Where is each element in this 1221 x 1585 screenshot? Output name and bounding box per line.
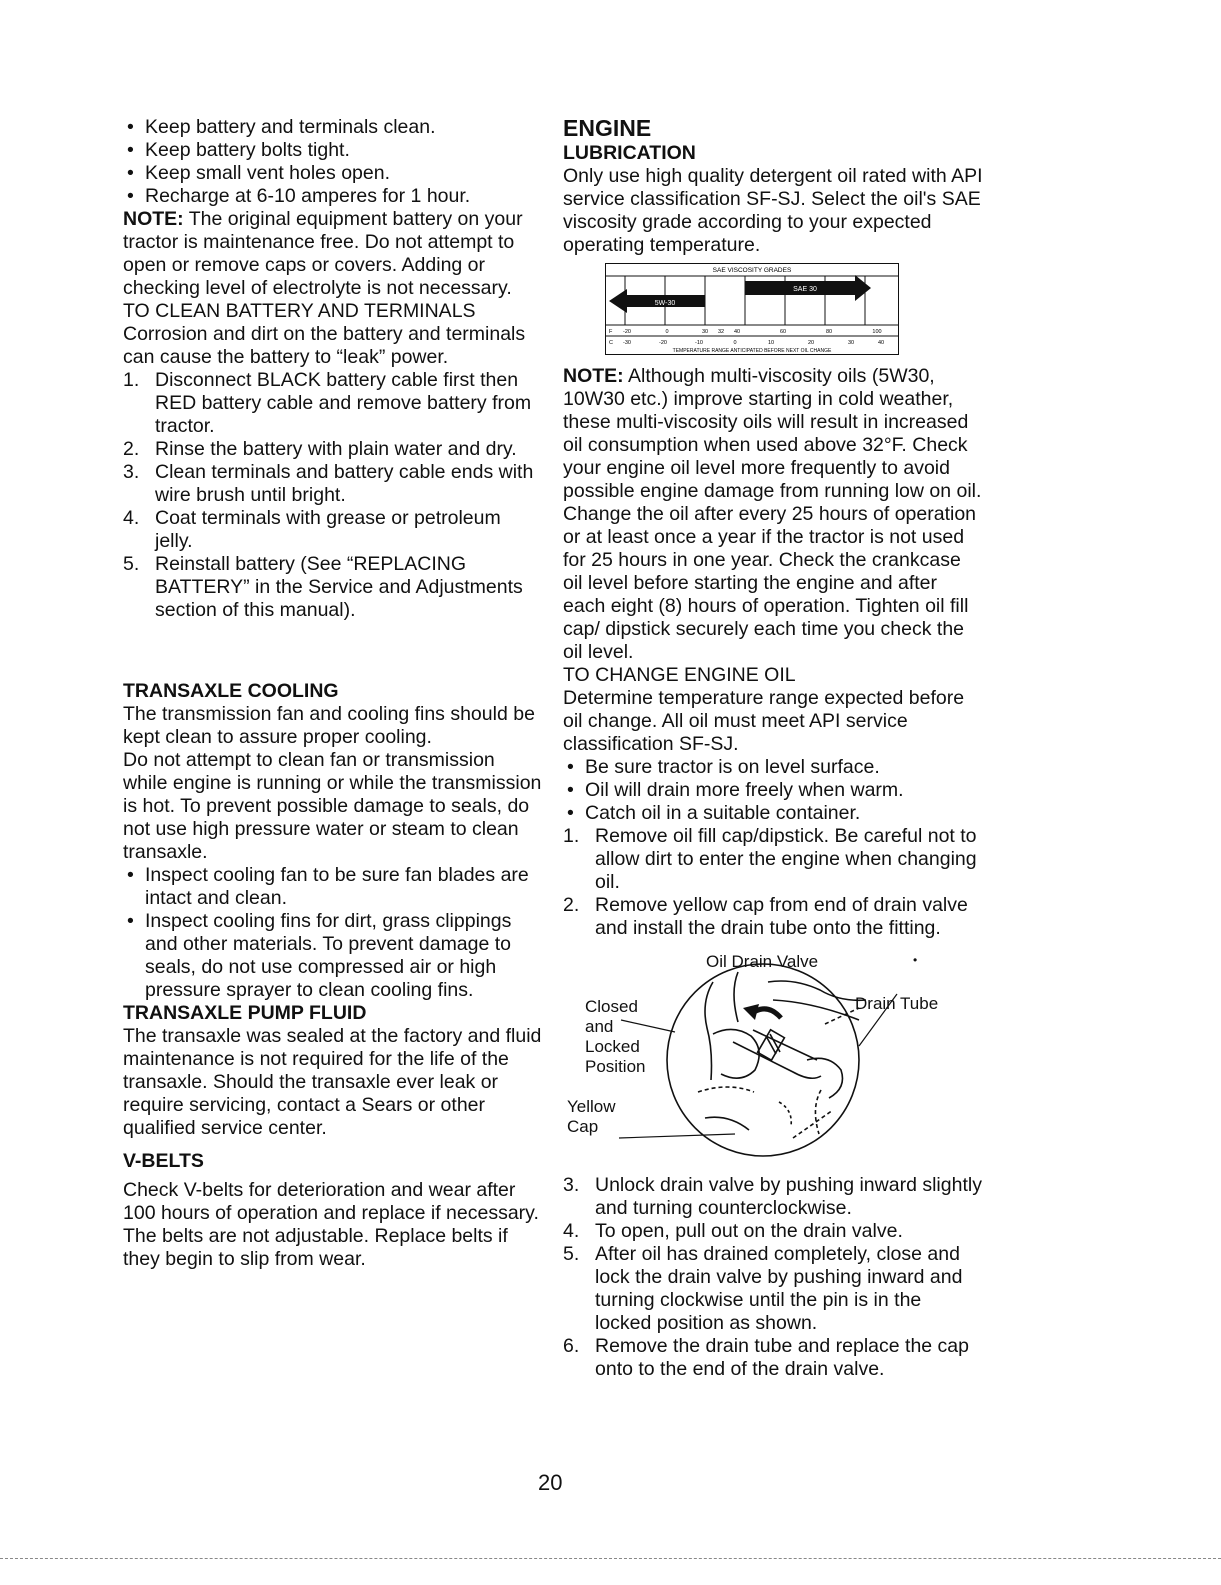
- viscosity-chart: [605, 263, 899, 355]
- battery-bullets: [123, 116, 543, 208]
- c-tick: 10: [767, 340, 775, 346]
- f-tick: 100: [872, 329, 882, 335]
- c-tick: 0: [733, 340, 737, 346]
- oil-drain-valve-label: Oil Drain Valve: [706, 952, 819, 971]
- f-tick: 60: [779, 329, 787, 335]
- locked-label: Locked: [585, 1037, 640, 1056]
- v-belts-text: Check V-belts for deterioration and wear after 100 hours of operation and replace if necessary. The belts are not adjustable. Replace belts if they begin to slip from wear.: [123, 1179, 539, 1270]
- list-item: • Keep battery and terminals clean.: [123, 116, 543, 139]
- step-number: 3.: [563, 1174, 580, 1196]
- list-item: • Catch oil in a suitable container.: [563, 802, 983, 825]
- v-belts-heading: V-BELTS: [123, 1150, 204, 1172]
- step-text: Unlock drain valve by pushing inward slightly and turning counterclockwise.: [595, 1174, 982, 1219]
- position-label: Position: [585, 1057, 646, 1076]
- list-item: [123, 369, 543, 438]
- f-tick: 80: [825, 329, 833, 335]
- step-number: 2.: [123, 438, 140, 460]
- c-tick: 40: [877, 340, 885, 346]
- f-scale-label: F: [609, 329, 613, 335]
- step-number: 4.: [563, 1220, 580, 1242]
- step-number: 6.: [563, 1335, 580, 1357]
- f-tick: 40: [733, 329, 741, 335]
- step-number: 3.: [123, 461, 140, 483]
- list-item: • Keep battery bolts tight.: [123, 139, 543, 162]
- mark-icon: •: [913, 953, 918, 967]
- oil-drain-valve-figure: [563, 942, 983, 1168]
- change-oil-steps-a: [563, 825, 983, 940]
- step-number: 1.: [563, 825, 580, 847]
- list-item: • Keep small vent holes open.: [123, 162, 543, 185]
- f-tick: 32: [717, 329, 725, 335]
- step-text: Clean terminals and battery cable ends with wire brush until bright.: [155, 461, 534, 506]
- list-item: [563, 1243, 983, 1335]
- list-item: • Oil will drain more freely when warm.: [563, 779, 983, 802]
- c-tick: -20: [659, 340, 667, 346]
- step-number: 5.: [563, 1243, 580, 1265]
- list-item: [563, 1335, 983, 1381]
- step-text: Remove yellow cap from end of drain valve and install the drain tube onto the fitting.: [595, 894, 968, 939]
- step-text: Remove the drain tube and replace the cap onto to the end of the drain valve.: [595, 1335, 969, 1380]
- transaxle-cooling-bullets: [123, 864, 543, 1002]
- transaxle-cooling-heading: TRANSAXLE COOLING: [123, 680, 339, 702]
- note-text: Although multi-viscosity oils (5W30, 10W30 etc.) improve starting in cold weather, these multi-viscosity oils will result in increased oil consumption when used above 32°F. Check your engine oil level more frequently to avoid possible engine damage from running low on oil. Change the oil after every 25 hours of operation or at least once a year if the tractor is not used for 25 hours in one year. Check the crankcase oil level before starting the engine and after each eight (8) hours of operation. Tighten oil fill cap/ dipstick securely each time you check the oil level.: [563, 365, 982, 663]
- step-number: 2.: [563, 894, 580, 916]
- drain-tube-label: Drain Tube: [855, 994, 939, 1013]
- c-tick: -30: [623, 340, 631, 346]
- c-scale-label: C: [609, 340, 613, 346]
- note-text: The original equipment battery on your tractor is maintenance free. Do not attempt to open or remove caps or covers. Adding or checking level of electrolyte is not necessary.: [123, 208, 523, 299]
- right-column: [563, 116, 983, 1381]
- left-column: [123, 116, 543, 1271]
- step-text: Remove oil fill cap/dipstick. Be careful not to allow dirt to enter the engine when changing oil.: [595, 825, 977, 893]
- cap-label: Cap: [567, 1117, 599, 1136]
- f-tick: 0: [665, 329, 669, 335]
- clean-battery-intro: Corrosion and dirt on the battery and terminals can cause the battery to “leak” power.: [123, 323, 526, 368]
- list-item: [563, 894, 983, 940]
- list-item: [563, 1174, 983, 1220]
- step-number: 4.: [123, 507, 140, 529]
- step-text: Disconnect BLACK battery cable first then RED battery cable and remove battery from tractor.: [155, 369, 532, 437]
- change-oil-steps-b: [563, 1174, 983, 1381]
- transaxle-pump-text: The transaxle was sealed at the factory and fluid maintenance is not required for the life of the transaxle. Should the transaxle ever leak or require servicing, contact a Sears or other qualified service center.: [123, 1025, 542, 1139]
- lubrication-text: Only use high quality detergent oil rated with API service classification SF-SJ. Select the oil's SAE viscosity grade according to your expected operating temperature.: [563, 165, 983, 256]
- step-text: After oil has drained completely, close and lock the drain valve by pushing inward and turning clockwise until the pin is in the locked position as shown.: [595, 1243, 963, 1334]
- viscosity-footer: TEMPERATURE RANGE ANTICIPATED BEFORE NEXT OIL CHANGE: [672, 348, 832, 354]
- list-item: • Inspect cooling fins for dirt, grass clippings and other materials. To prevent damage to seals, do not use compressed air or high pressure sprayer to clean cooling fins.: [123, 910, 543, 1002]
- note-label: NOTE:: [123, 208, 184, 230]
- step-text: Rinse the battery with plain water and dry.: [155, 438, 517, 460]
- change-oil-heading: TO CHANGE ENGINE OIL: [563, 664, 796, 686]
- closed-label: Closed: [585, 997, 638, 1016]
- step-number: 1.: [123, 369, 140, 391]
- page-edge-divider: [0, 1558, 1221, 1559]
- step-text: To open, pull out on the drain valve.: [595, 1220, 903, 1242]
- step-number: 5.: [123, 553, 140, 575]
- change-oil-bullets: [563, 756, 983, 825]
- list-item: • Be sure tractor is on level surface.: [563, 756, 983, 779]
- list-item: [123, 438, 543, 461]
- page-number: 20: [538, 1470, 563, 1495]
- list-item: • Recharge at 6-10 amperes for 1 hour.: [123, 185, 543, 208]
- clean-battery-heading: TO CLEAN BATTERY AND TERMINALS: [123, 300, 476, 322]
- transaxle-cooling-text-2: Do not attempt to clean fan or transmission while engine is running or while the transmission is hot. To prevent possible damage to seals, do not use high pressure water or steam to clean transaxle.: [123, 749, 542, 863]
- c-tick: 30: [847, 340, 855, 346]
- list-item: [563, 825, 983, 894]
- engine-heading: ENGINE: [563, 115, 652, 141]
- grade-label-5w30: 5W-30: [654, 300, 676, 307]
- step-text: Reinstall battery (See “REPLACING BATTERY” in the Service and Adjustments section of this manual).: [155, 553, 523, 621]
- and-label: and: [585, 1017, 614, 1036]
- transaxle-pump-heading: TRANSAXLE PUMP FLUID: [123, 1002, 367, 1024]
- note-label: NOTE:: [563, 365, 624, 387]
- battery-note: [123, 208, 543, 300]
- lubrication-heading: LUBRICATION: [563, 142, 696, 164]
- yellow-label: Yellow: [567, 1097, 616, 1116]
- grade-label-sae30: SAE 30: [793, 286, 817, 293]
- transaxle-cooling-text-1: The transmission fan and cooling fins should be kept clean to assure proper cooling.: [123, 703, 535, 748]
- c-tick: -10: [695, 340, 703, 346]
- clean-battery-steps: [123, 369, 543, 622]
- list-item: [563, 1220, 983, 1243]
- c-tick: 20: [807, 340, 815, 346]
- list-item: [123, 553, 543, 622]
- list-item: [123, 507, 543, 553]
- list-item: [123, 461, 543, 507]
- f-tick: 30: [701, 329, 709, 335]
- change-oil-intro: Determine temperature range expected before oil change. All oil must meet API service classification SF-SJ.: [563, 687, 965, 755]
- multi-viscosity-note: [563, 365, 983, 664]
- list-item: • Inspect cooling fan to be sure fan blades are intact and clean.: [123, 864, 543, 910]
- f-tick: -20: [623, 329, 631, 335]
- step-text: Coat terminals with grease or petroleum jelly.: [155, 507, 501, 552]
- viscosity-title: SAE VISCOSITY GRADES: [712, 267, 792, 274]
